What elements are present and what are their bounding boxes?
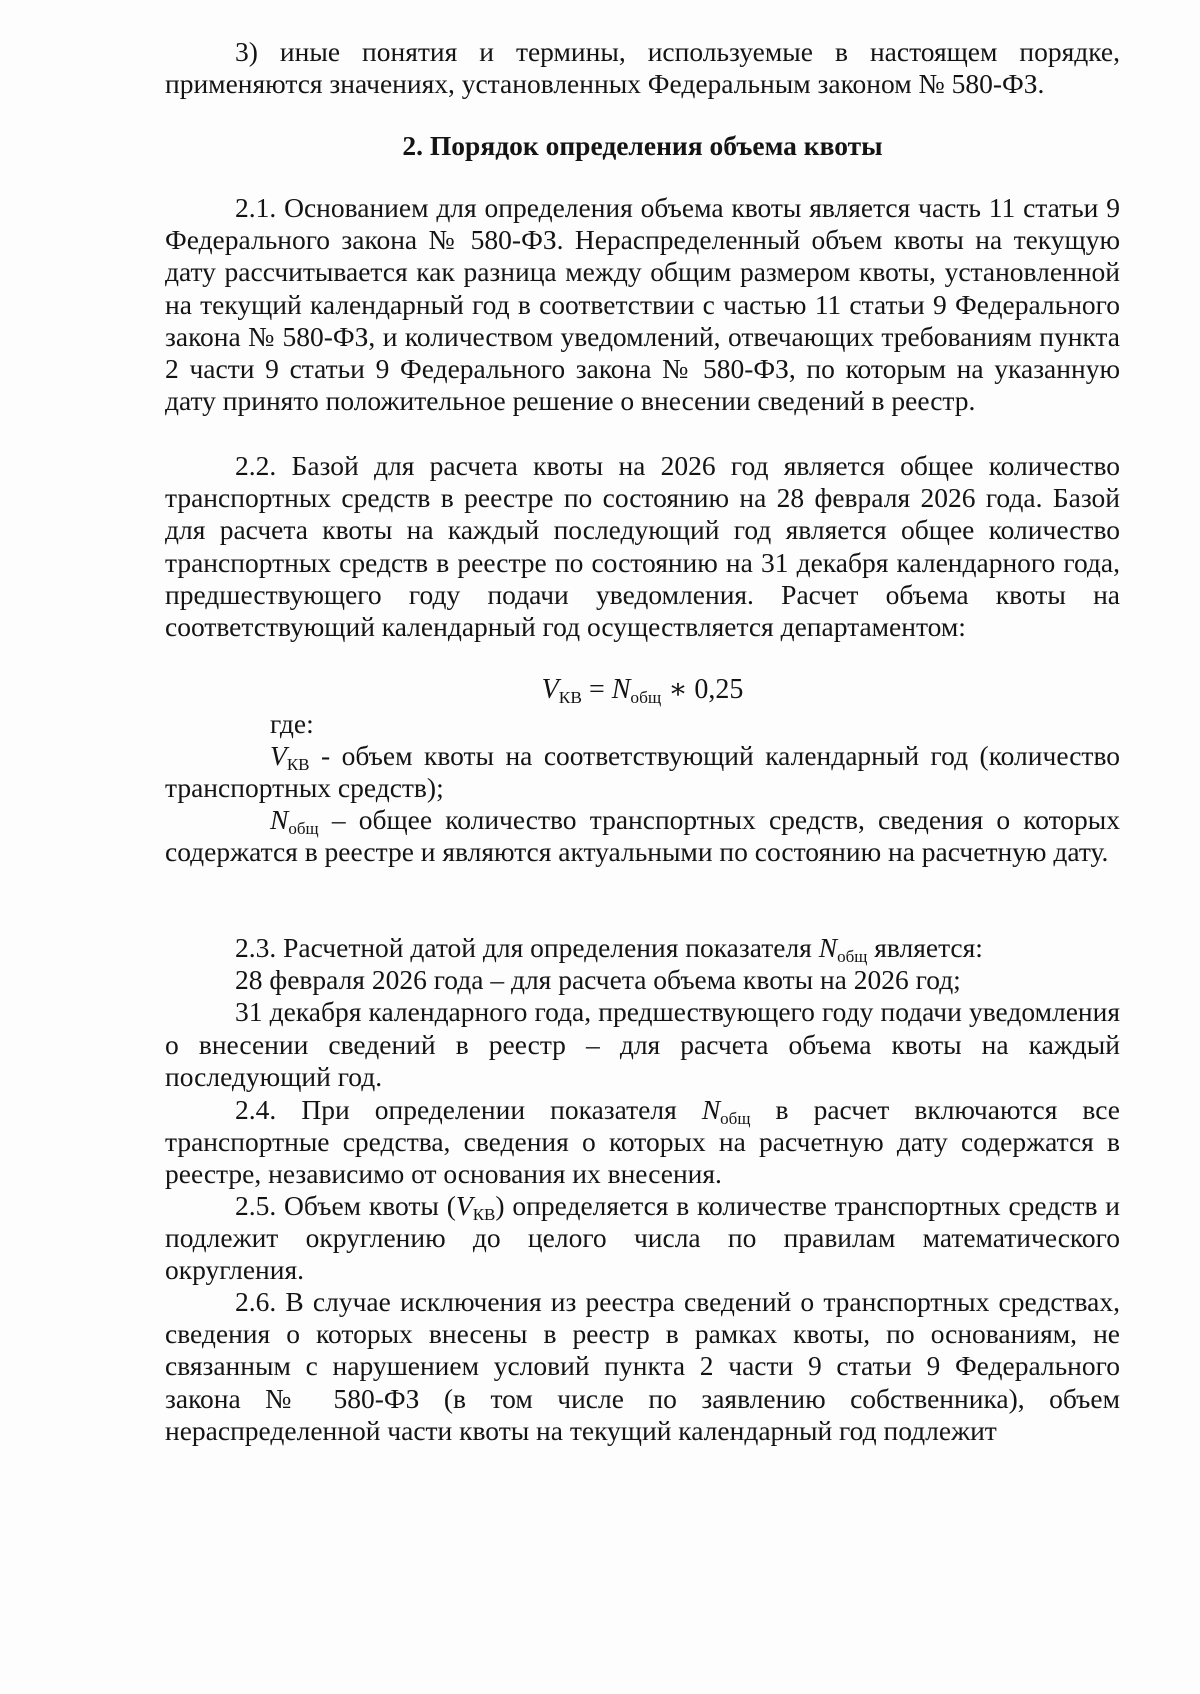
definition-v-block (165, 740, 1120, 804)
paragraph-2-5 (165, 1190, 1120, 1287)
p2-5-symbol: V (455, 1190, 473, 1221)
paragraph-2-4 (165, 1094, 1120, 1191)
paragraph-2-6: 2.6. В случае исключения из реестра сведений о транспортных средствах, сведения о которых внесены в реестр в рамках квоты, по основаниям, не связанным с нарушением условий пункта 2 части 9 статьи 9 Федерального закона № 580-ФЗ (в том числе по заявлению собственника), объем нераспределенной части квоты на текущий календарный год подлежит (165, 1286, 1120, 1446)
paragraph-2-2: 2.2. Базой для расчета квоты на 2026 год является общее количество транспортных средств в реестре по состоянию на 28 февраля 2026 года. Базой для расчета квоты на каждый последующий год является общее количество транспортных средств в реестре по состоянию на 31 декабря календарного года, предшествующего году подачи уведомления. Расчет объема квоты на соответствующий календарный год осуществляется департаментом: (165, 450, 1120, 643)
intro-item-paragraph: 3) иные понятия и термины, используемые в настоящем порядке, применяются значениях, установленных Федеральным законом № 580-ФЗ. (165, 36, 1120, 100)
formula-multiplier: ∗ 0,25 (661, 674, 744, 705)
paragraph-2-4-block (165, 1094, 1120, 1191)
p2-5-start: 2.5. Объем квоты ( (235, 1190, 456, 1221)
where-label: где: (270, 708, 314, 739)
def-v-symbol: V (270, 740, 287, 771)
p2-4-start: 2.4. При определении показателя (235, 1094, 702, 1125)
definition-v (165, 740, 1120, 804)
formula-v-symbol: V (541, 674, 559, 705)
paragraph-2-6-block (165, 1286, 1120, 1447)
paragraph-2-3-line-2: 28 февраля 2026 года – для расчета объема квоты на 2026 год; (235, 964, 961, 996)
paragraph-2-3-first-line (165, 932, 1120, 964)
quota-formula (165, 674, 1120, 706)
paragraph-2-3-line-3: 31 декабря календарного года, предшествующего году подачи уведомления о внесении сведений в реестр – для расчета объема квоты на каждый последующий год. (165, 996, 1120, 1092)
p2-5-end: ) определяется в количестве транспортных средств и подлежит округлению до целого числа по правилам математического округления. (165, 1190, 1120, 1286)
formula-n-symbol: N (611, 674, 631, 705)
definition-n (165, 804, 1120, 868)
paragraph-2-1: 2.1. Основанием для определения объема квоты является часть 11 статьи 9 Федерального закона № 580-ФЗ. Нераспределенный объем квоты на текущую дату рассчитывается как разница между общим размером квоты, установленной на текущий календарный год в соответствии с частью 11 статьи 9 Федерального закона № 580-ФЗ, и количеством уведомлений, отвечающих требованиям пункта 2 части 9 статьи 9 Федерального закона № 580-ФЗ, по которым на указанную дату принято положительное решение о внесении сведений в реестр. (165, 192, 1120, 417)
def-v-text: - объем квоты на соответствующий календарный год (количество транспортных средств); (165, 740, 1120, 804)
p2-4-end: в расчет включаются все транспортные средства, сведения о которых на расчетную дату содержатся в реестре, независимо от основания их внесения. (165, 1094, 1120, 1190)
definition-n-block (165, 804, 1120, 868)
def-v-subscript: КВ (286, 754, 310, 774)
paragraph-2-2-block (165, 450, 1120, 643)
section-title: 2. Порядок определения объема квоты (402, 130, 883, 161)
where-block (165, 708, 1120, 740)
def-n-text: – общее количество транспортных средств, сведения о которых содержатся в реестре и являются актуальными по состоянию на расчетную дату. (165, 804, 1120, 868)
formula-equals: = (581, 674, 612, 705)
formula-v-subscript: КВ (558, 687, 582, 707)
intro-item-block (165, 36, 1120, 100)
p2-5-subscript: КВ (472, 1204, 496, 1224)
paragraph-2-3-block (165, 932, 1120, 1093)
formula-n-subscript: общ (630, 687, 662, 707)
p2-3-start: 2.3. Расчетной датой для определения показателя (235, 932, 819, 963)
def-n-symbol: N (270, 804, 289, 835)
p2-3-subscript: общ (837, 946, 868, 966)
paragraph-2-1-block (165, 192, 1120, 417)
p2-3-symbol: N (818, 932, 838, 963)
paragraph-2-5-block (165, 1190, 1120, 1287)
p2-4-subscript: общ (720, 1108, 751, 1128)
p2-3-end: является: (867, 932, 983, 963)
def-n-subscript: общ (288, 818, 319, 838)
p2-4-symbol: N (701, 1094, 721, 1125)
